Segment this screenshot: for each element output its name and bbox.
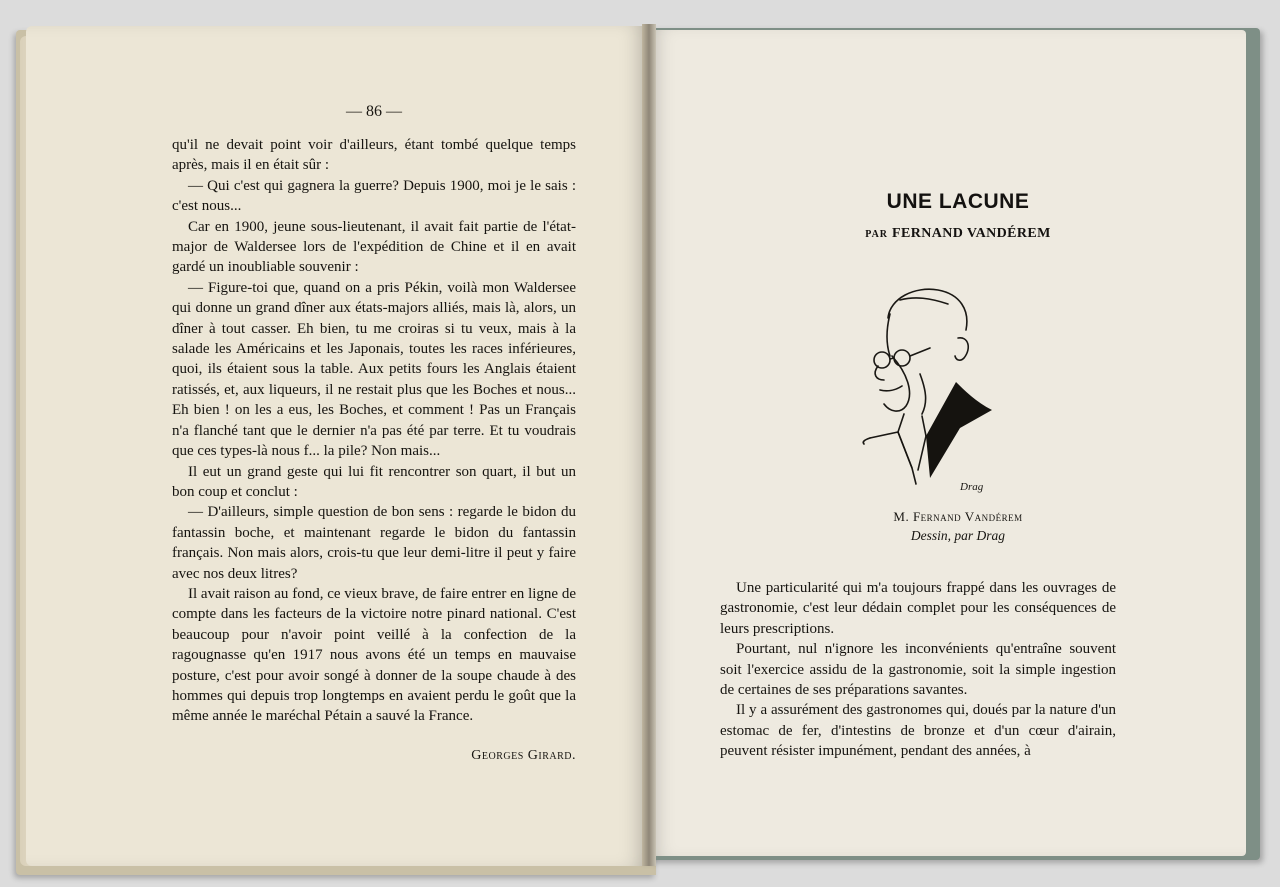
paragraph: Car en 1900, jeune sous-lieutenant, il avait fait partie de l'état-major de Waldersee lors de l'expédition de Chine et il en avait gardé un inoubliable souvenir : (172, 218, 576, 276)
byline-author: FERNAND VANDÉREM (892, 226, 1051, 241)
paragraph: Une particularité qui m'a toujours frappé dans les ouvrages de gastronomie, c'est leur dédain complet pour les conséquences de leurs prescriptions. (720, 580, 1116, 637)
paragraph: Pourtant, nul n'ignore les inconvénients qu'entraîne souvent soit l'exercice assidu de la gastronomie, soit la simple ingestion de certaines de ses préparations savantes. (720, 641, 1116, 699)
paragraph: Il eut un grand geste qui lui fit rencontrer son quart, il but un bon coup et conclut : (172, 463, 576, 500)
left-page-text (172, 135, 576, 727)
illustrator-signature: Drag (960, 481, 984, 493)
right-page-text (720, 578, 1116, 762)
paragraph: — Figure-toi que, quand on a pris Pékin, voilà mon Waldersee qui donne un grand dîner aux états-majors alliés, mais là, alors, un dîner à tout casser. Eh bien, tu me croiras si tu veux, mais à la salade les Américains et les Japonais, toutes les races inférieures, quoi, ils étaient sous la table. Aux petits fours les Anglais étaient ratissés, et, aux liqueurs, il ne restait plus que les Boches et nous... Eh bien ! on les a eus, les Boches, et comment ! Pas un Français n'a flanché tant que le dernier n'a pas été par terre. Et tu voudrais que ces types-là nous f... la pile? Non mais... (172, 279, 576, 460)
portrait-caption-name: M. Fernand Vandérem (893, 509, 1023, 524)
chapter-byline (720, 226, 1196, 242)
paragraph: Il avait raison au fond, ce vieux brave, de faire entrer en ligne de compte dans les facteurs de la victoire notre pinard national. C'est beaucoup pour n'avoir point veillé à la confection de la ragougnasse qu'en 1917 nous avons été un temps en mauvaise posture, c'est pour avoir songé à donner de la soupe chaude à des hommes qui depuis trop longtemps en avaient perdu le goût que la même année le maréchal Pétain a sauvé la France. (172, 585, 576, 725)
page-number: — 86 — (346, 103, 402, 120)
author-signature: Georges Girard. (471, 748, 576, 763)
paragraph: qu'il ne devait point voir d'ailleurs, étant tombé quelque temps après, mais il en était sûr : (172, 137, 576, 174)
caricature-portrait (860, 278, 1000, 498)
byline-prefix: PAR (865, 229, 889, 240)
paragraph: Il y a assurément des gastronomes qui, doués par la nature d'un estomac de fer, d'intestins de bronze et d'un cœur d'airain, peuvent résister impunément, pendant des années, à (720, 702, 1116, 760)
chapter-title: UNE LACUNE (886, 190, 1030, 213)
book-gutter (642, 24, 656, 866)
paragraph: — D'ailleurs, simple question de bon sens : regarde le bidon du fantassin boche, et maintenant regarde le bidon du fantassin français. Non mais alors, crois-tu que leur demi-litre il peut y faire avec nos deux litres? (172, 504, 576, 582)
portrait-caption-credit: Dessin, par Drag (910, 528, 1006, 543)
paragraph: — Qui c'est qui gagnera la guerre? Depuis 1900, moi je le sais : c'est nous... (172, 177, 576, 215)
